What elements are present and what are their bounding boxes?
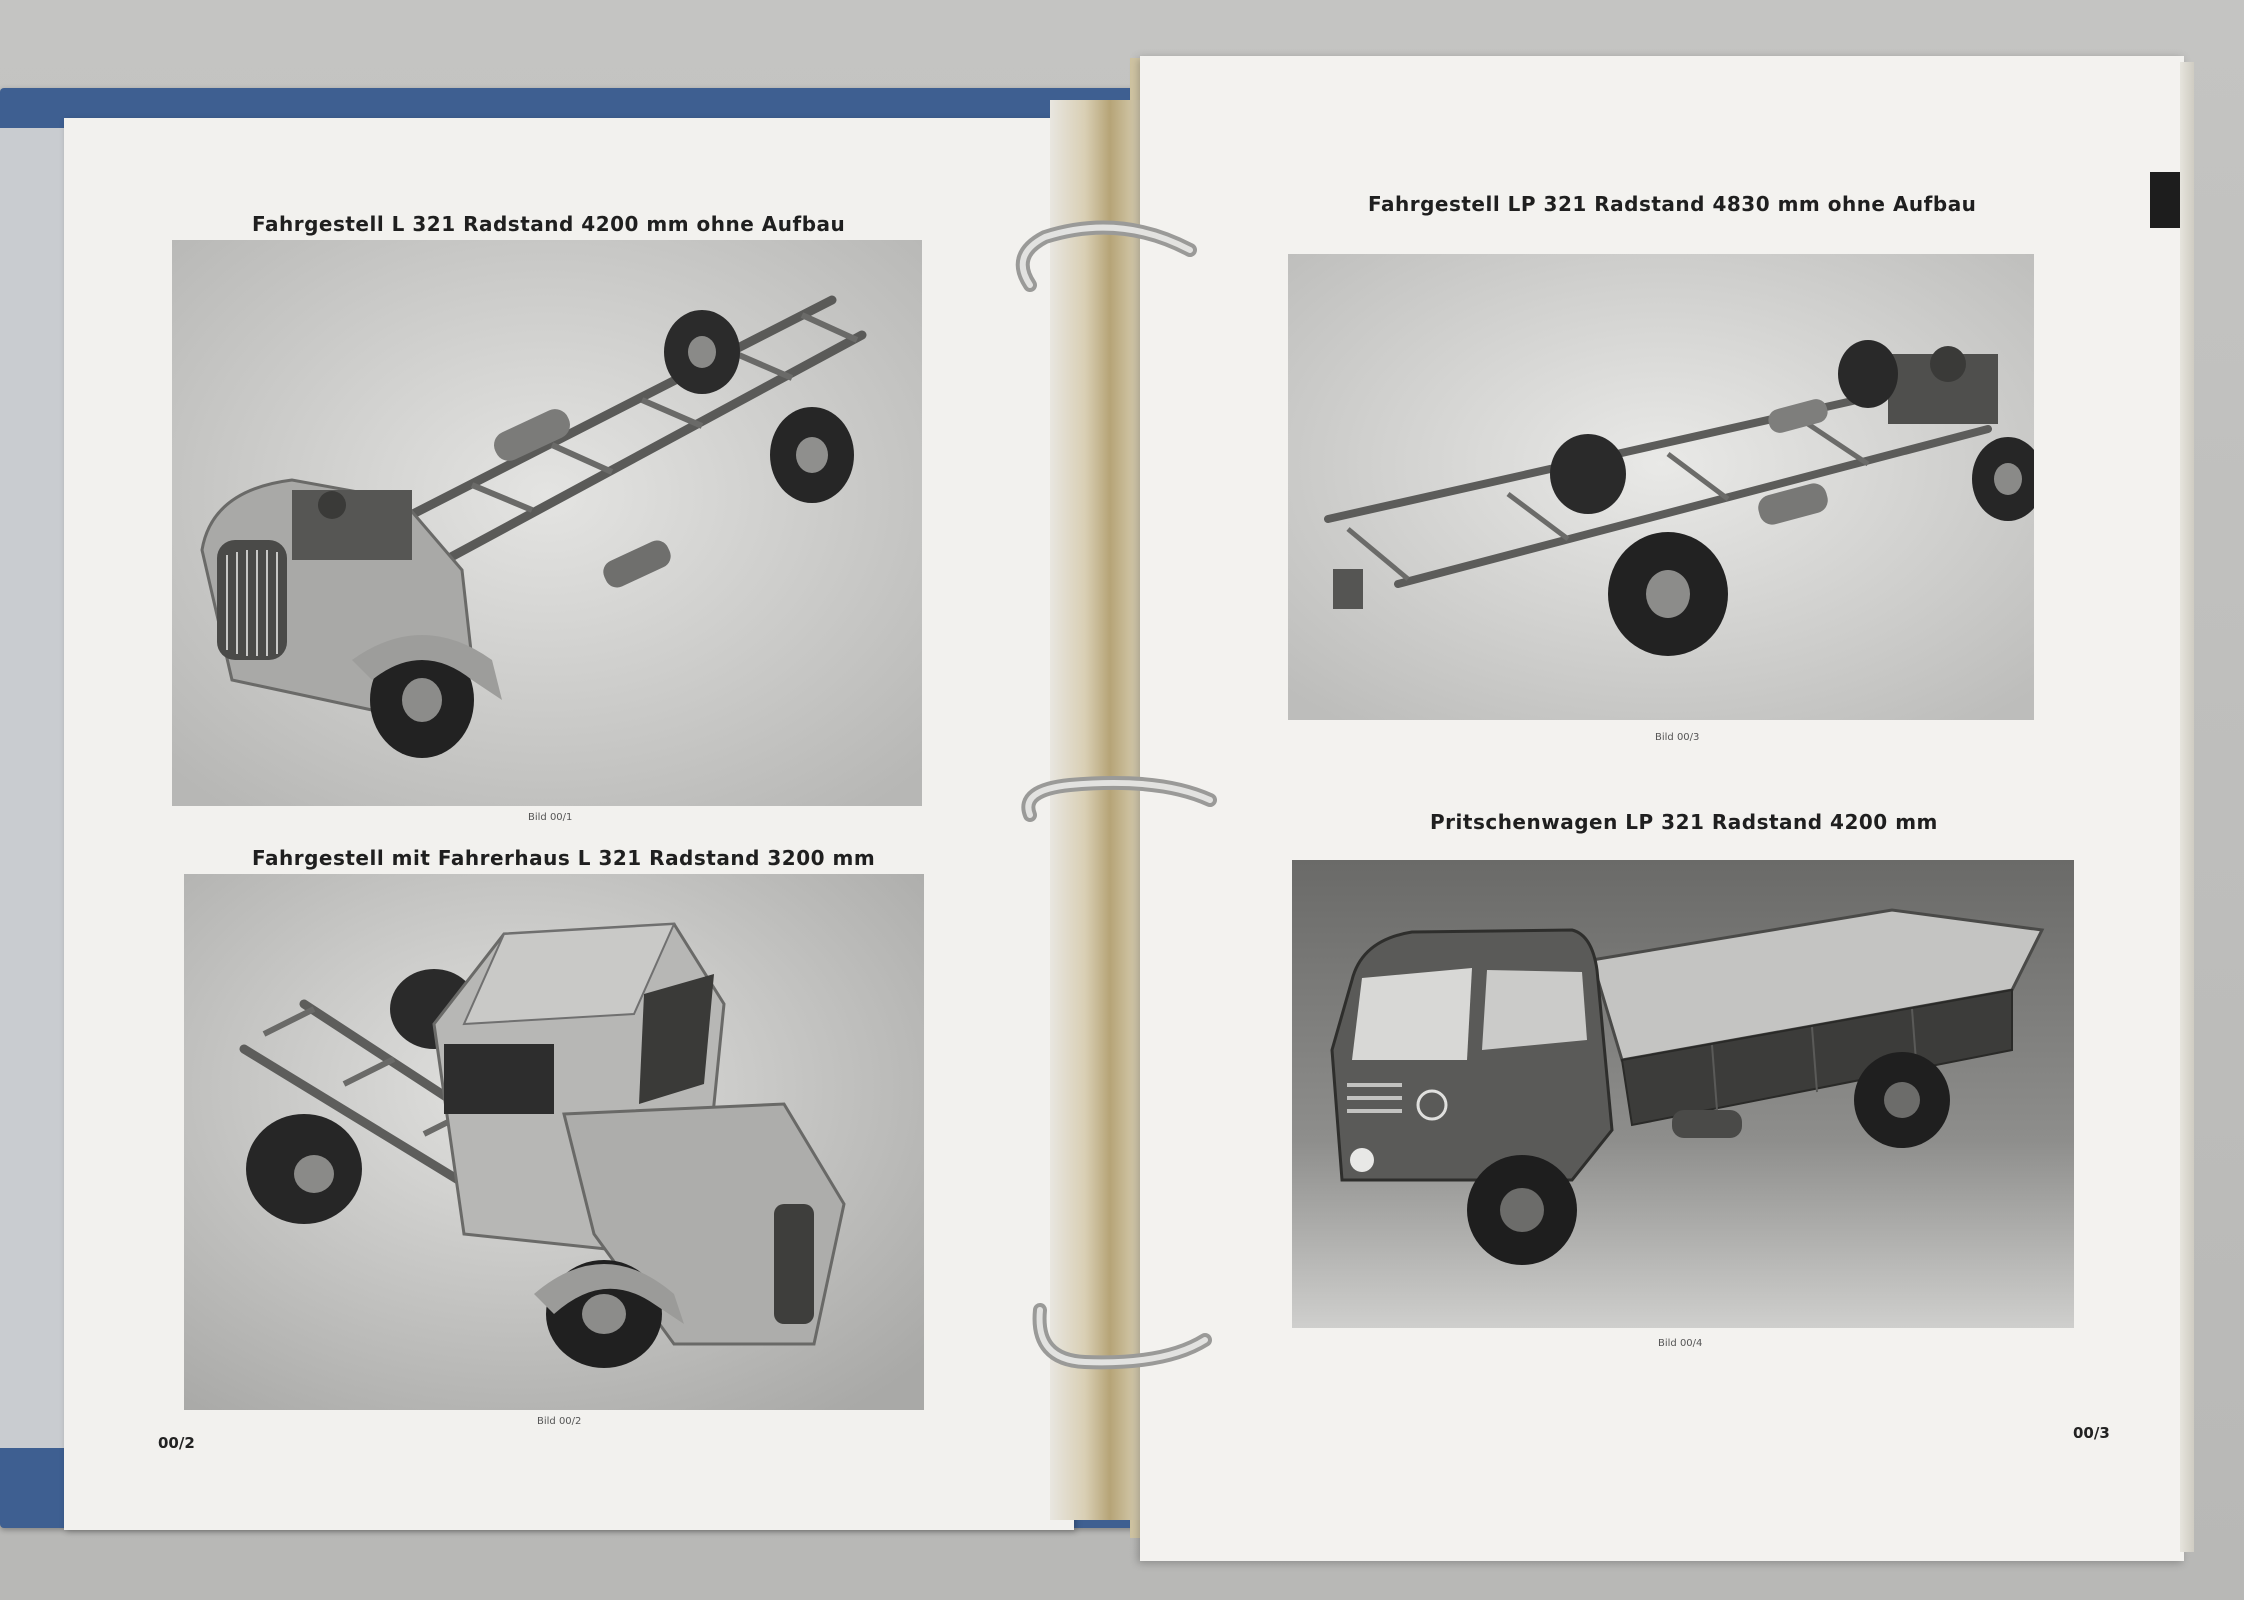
left-page-number: 00/2	[158, 1434, 195, 1452]
binder-ring-bottom	[1025, 1300, 1225, 1390]
left-page	[64, 118, 1074, 1530]
left-top-title: Fahrgestell L 321 Radstand 4200 mm ohne Aufbau	[252, 212, 846, 236]
right-top-title: Fahrgestell LP 321 Radstand 4830 mm ohne Aufbau	[1368, 192, 1977, 216]
right-page	[1140, 56, 2184, 1561]
left-top-caption: Bild 00/1	[528, 812, 573, 823]
binder-ring-middle	[1010, 775, 1230, 835]
right-bottom-title: Pritschenwagen LP 321 Radstand 4200 mm	[1430, 810, 1938, 834]
binder-ring-top	[1000, 215, 1220, 305]
left-bottom-caption: Bild 00/2	[537, 1416, 582, 1427]
black-tab-mark	[2150, 172, 2180, 228]
chassis-l321-photo	[172, 240, 922, 806]
right-bottom-caption: Bild 00/4	[1658, 1338, 1703, 1349]
chassis-with-cab-l321-photo	[184, 874, 924, 1410]
binder-inner-lining	[0, 128, 70, 1448]
left-bottom-title: Fahrgestell mit Fahrerhaus L 321 Radstand 3200 mm	[252, 846, 876, 870]
right-top-caption: Bild 00/3	[1655, 732, 1700, 743]
flatbed-truck-lp321-photo	[1292, 860, 2074, 1328]
chassis-lp321-photo	[1288, 254, 2034, 720]
right-page-edge	[2180, 62, 2194, 1552]
right-page-number: 00/3	[2073, 1424, 2110, 1442]
